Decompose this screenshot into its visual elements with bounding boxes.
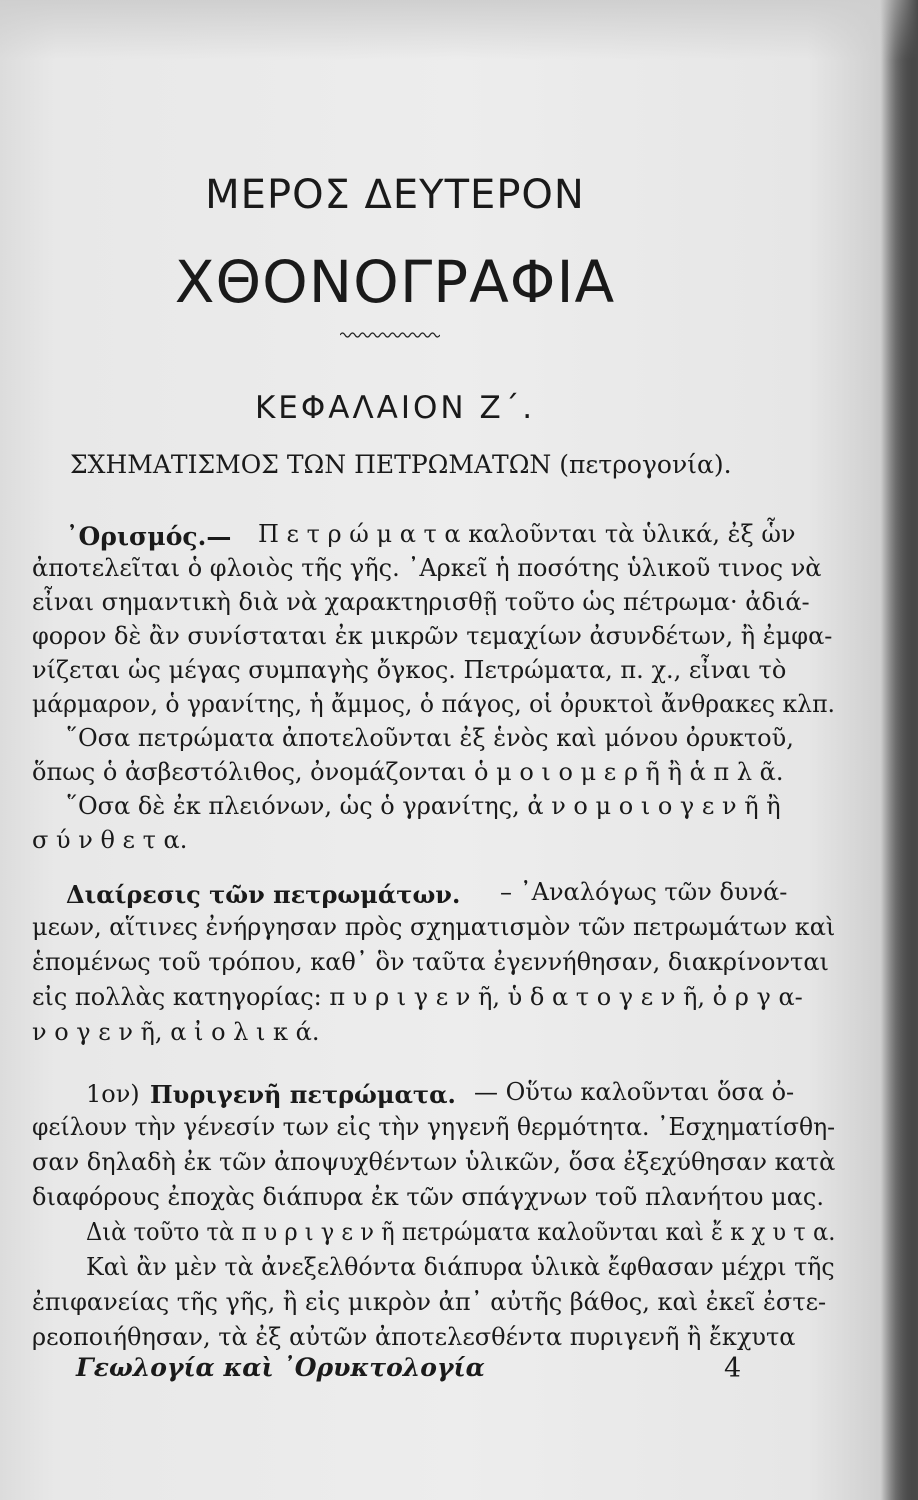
- text-line: — Οὕτω καλοῦνται ὅσα ὀ-: [474, 1078, 795, 1106]
- text-line: φορον δὲ ἂν συνίσταται ἐκ μικρῶν τεμαχίων ἀσυνδέτων, ἢ ἐμφα-: [32, 622, 833, 650]
- definition-heading: ᾿Ορισμός.—: [66, 522, 232, 551]
- text-line: ρεοποιήθησαν, τὰ ἐξ αὐτῶν ἀποτελεσθέντα πυριγενῆ ἢ ἔκχυτα: [32, 1323, 796, 1351]
- decorative-wavy-rule: [340, 330, 440, 340]
- text-line: ἑπομένως τοῦ τρόπου, καθ᾿ ὃν ταῦτα ἐγεννήθησαν, διακρίνονται: [32, 948, 829, 976]
- text-line: Καὶ ἂν μὲν τὰ ἀνεξελθόντα διάπυρα ὑλικὰ ἔφθασαν μέχρι τῆς: [86, 1253, 835, 1281]
- part-heading: ΜΕΡΟΣ ΔΕΥΤΕΡΟΝ: [205, 172, 585, 218]
- text-line: ῞Οσα δὲ ἐκ πλειόνων, ὡς ὁ γρανίτης, ἀ ν ο μ ο ι ο γ ε ν ῆ ἢ: [66, 792, 781, 820]
- text-line: ἀποτελεῖται ὁ φλοιὸς τῆς γῆς. ᾿Αρκεῖ ἡ ποσότης ὑλικοῦ τινος νὰ: [32, 554, 822, 582]
- text-line: σαν δηλαδὴ ἐκ τῶν ἀποψυχθέντων ὑλικῶν, ὅσα ἐξεχύθησαν κατὰ: [32, 1148, 836, 1176]
- text-line: ῞Οσα πετρώματα ἀποτελοῦνται ἐξ ἑνὸς καὶ μόνου ὀρυκτοῦ,: [66, 724, 794, 752]
- divisions-heading: Διαίρεσις τῶν πετρωμάτων.: [66, 880, 461, 909]
- text-line: – ᾿Αναλόγως τῶν δυνά-: [500, 878, 788, 906]
- chapter-heading: ΚΕΦΑΛΑΙΟΝ Ζ΄.: [254, 390, 536, 426]
- igneous-heading: Πυριγενῆ πετρώματα.: [150, 1080, 456, 1109]
- running-footer-title: Γεωλογία καὶ ᾿Ορυκτολογία: [76, 1353, 485, 1382]
- text-line: ν ο γ ε ν ῆ, α ἰ ο λ ι κ ά.: [32, 1018, 320, 1046]
- text-line: νίζεται ὡς μέγας συμπαγὴς ὄγκος. Πετρώματα, π. χ., εἶναι τὸ: [32, 656, 787, 684]
- text-line: Διὰ τοῦτο τὰ π υ ρ ι γ ε ν ῆ πετρώματα καλοῦνται καὶ ἔ κ χ υ τ α.: [86, 1218, 836, 1246]
- text-line: εἰς πολλὰς κατηγορίας: π υ ρ ι γ ε ν ῆ, ὑ δ α τ ο γ ε ν ῆ, ὀ ρ γ α-: [32, 983, 803, 1011]
- page-title: ΧΘΟΝΟΓΡΑΦΙΑ: [174, 248, 616, 316]
- text-line: σ ύ ν θ ε τ α.: [32, 826, 188, 854]
- page-edge-shadow: [880, 0, 918, 1500]
- text-line: ἐπιφανείας τῆς γῆς, ἢ εἰς μικρὸν ἀπ᾿ αὐτῆς βάθος, καὶ ἐκεῖ ἐστε-: [32, 1288, 827, 1316]
- section-number: 1ον): [86, 1080, 140, 1108]
- text-line: ὅπως ὁ ἀσβεστόλιθος, ὀνομάζονται ὁ μ ο ι ο μ ε ρ ῆ ἢ ἁ π λ ᾶ.: [32, 758, 784, 786]
- text-line: διαφόρους ἐποχὰς διάπυρα ἐκ τῶν σπάγχνων τοῦ πλανήτου μας.: [32, 1183, 824, 1211]
- text-line: φείλουν τὴν γένεσίν των εἰς τὴν γηγενῆ θερμότητα. ᾿Εσχηματίσθη-: [32, 1113, 836, 1141]
- text-line: εἶναι σημαντικὴ διὰ νὰ χαρακτηρισθῇ τοῦτο ὡς πέτρωμα· ἀδιά-: [32, 588, 810, 616]
- text-line: Π ε τ ρ ώ μ α τ α καλοῦνται τὰ ὑλικά, ἐξ ὧν: [258, 520, 796, 548]
- page-number: 4: [724, 1353, 742, 1384]
- text-line: μάρμαρον, ὁ γρανίτης, ἡ ἄμμος, ὁ πάγος, οἱ ὀρυκτοὶ ἄνθρακες κλπ.: [32, 690, 836, 718]
- text-line: μεων, αἵτινες ἐνήργησαν πρὸς σχηματισμὸν τῶν πετρωμάτων καὶ: [32, 913, 836, 941]
- chapter-subtitle: ΣΧΗΜΑΤΙΣΜΟΣ ΤΩΝ ΠΕΤΡΩΜΑΤΩΝ (πετρογονία).: [70, 450, 732, 479]
